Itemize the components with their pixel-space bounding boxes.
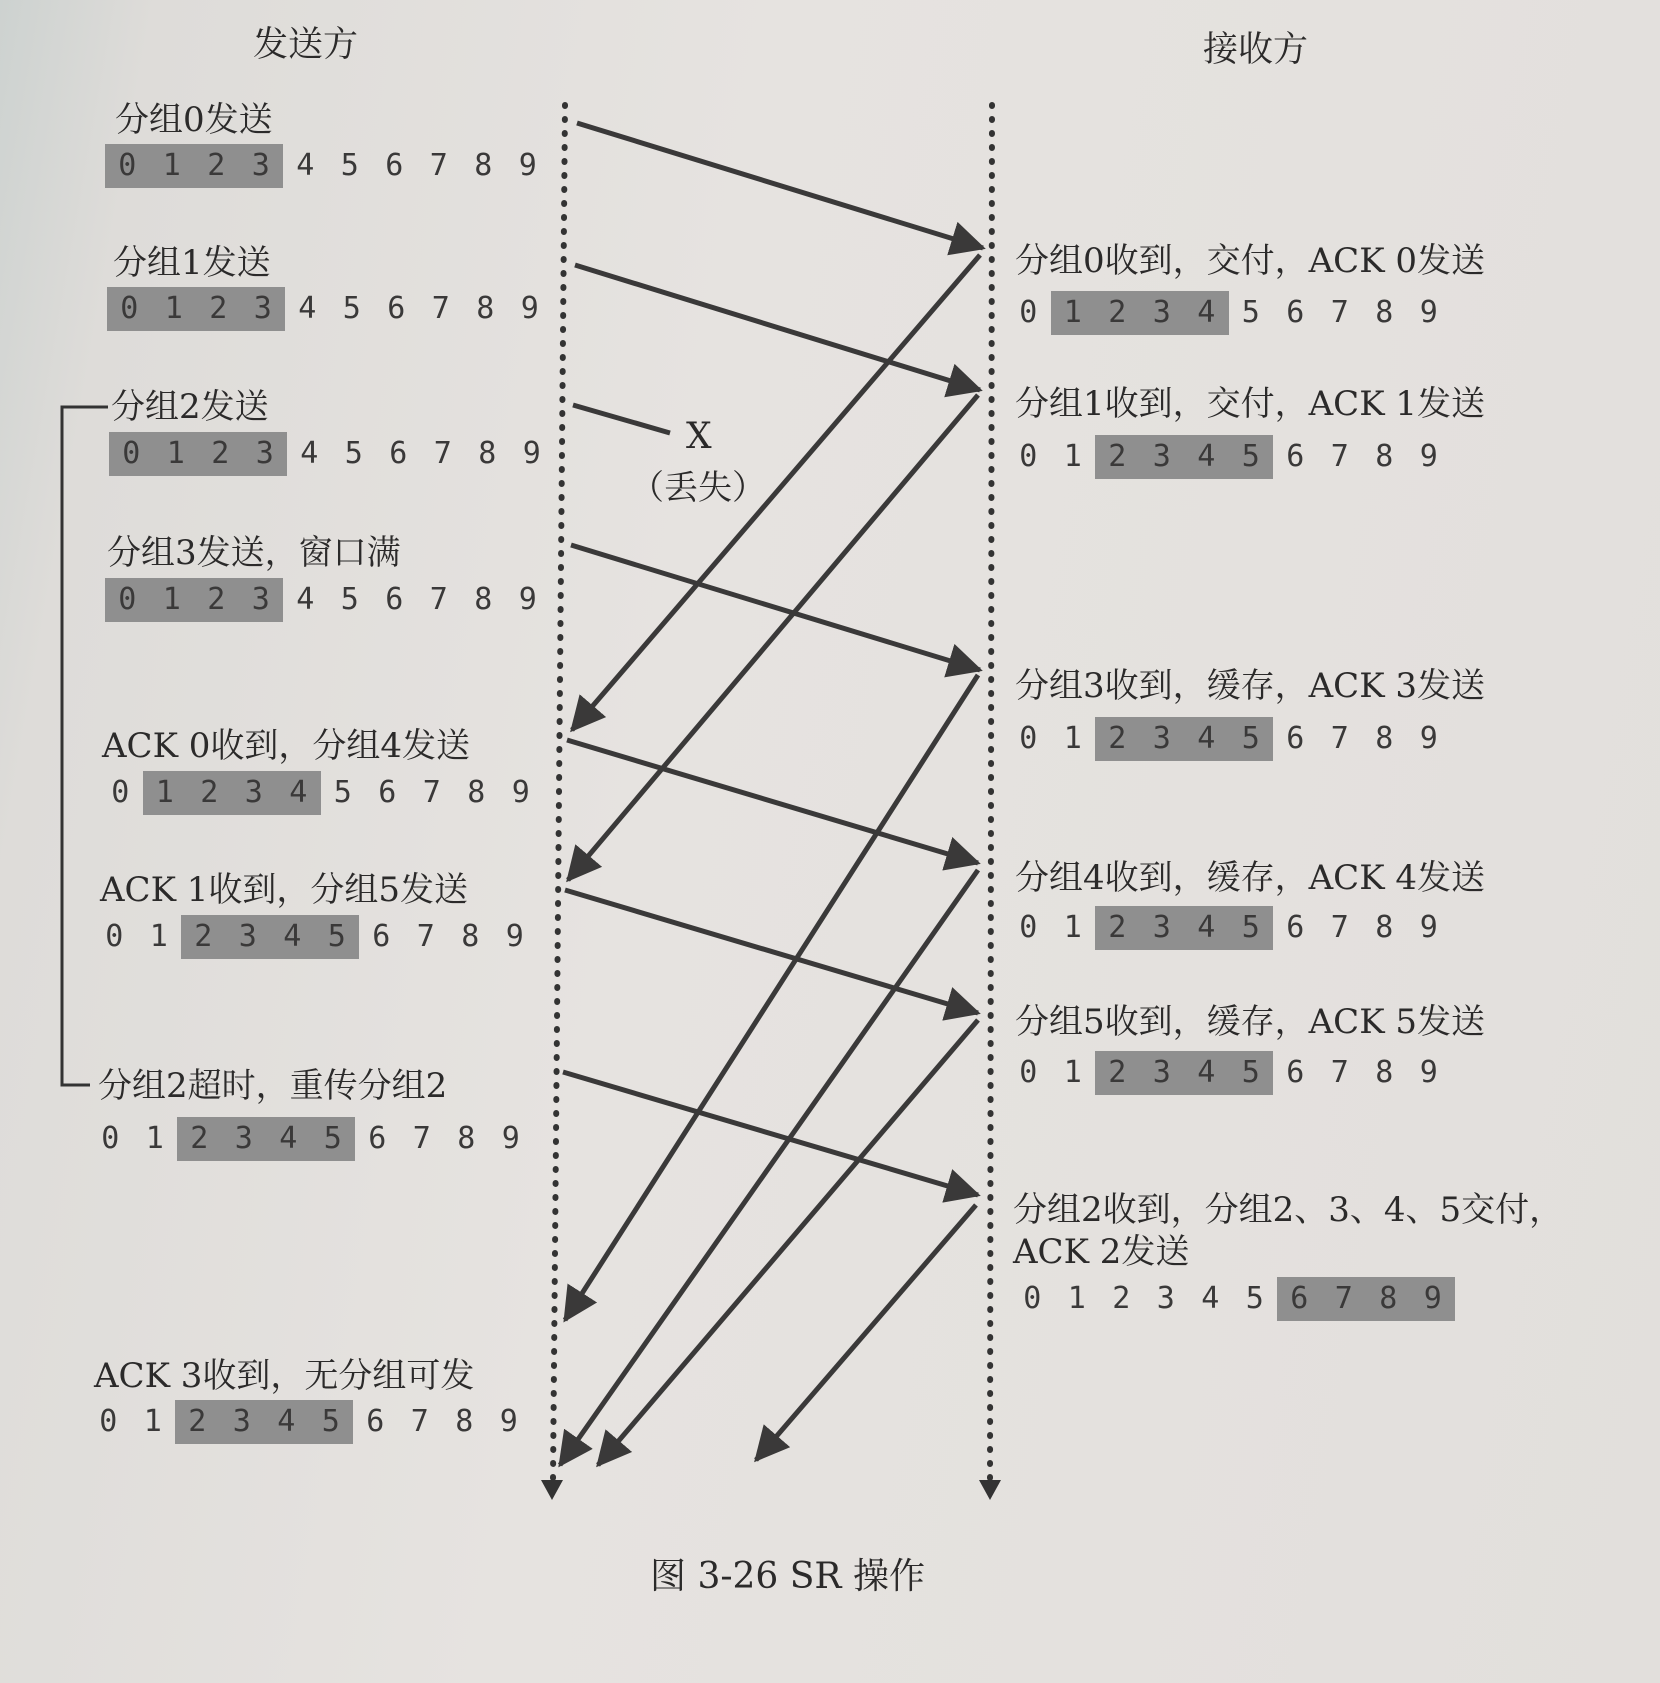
window-seq-number: 2 (177, 1117, 222, 1161)
seq-number: 6 (1286, 439, 1305, 474)
seq-number: 8 (455, 1404, 474, 1439)
sender-event-label: ACK 0收到，分组4发送 (102, 726, 471, 766)
seq-number: 9 (1419, 910, 1438, 945)
window-seq-number: 1 (150, 144, 195, 188)
sender-event-label: 分组0发送 (115, 100, 273, 140)
seq-number: 8 (474, 582, 493, 617)
seq-number: 1 (1063, 910, 1082, 945)
window-seq-number: 7 (1322, 1277, 1367, 1321)
window-seq-number: 3 (226, 915, 271, 959)
seq-number: 0 (1019, 721, 1038, 756)
seq-number: 7 (416, 919, 435, 954)
window-seq-number: 2 (1095, 906, 1140, 950)
seq-number: 7 (412, 1121, 431, 1156)
receiver-event-label-line2: ACK 2发送 (1013, 1232, 1190, 1272)
lost-x-mark: X (686, 416, 712, 457)
window-seq-number: 3 (1140, 906, 1185, 950)
seq-number: 7 (1330, 721, 1349, 756)
seq-number: 4 (298, 291, 317, 326)
window-seq-number: 2 (1095, 291, 1140, 335)
window-seq-number: 3 (232, 771, 277, 815)
seq-number: 0 (101, 1121, 120, 1156)
sender-window (86, 1400, 531, 1444)
seq-number: 9 (522, 436, 541, 471)
seq-number: 1 (1063, 439, 1082, 474)
window-seq-number: 3 (241, 287, 286, 331)
seq-number: 0 (1019, 295, 1038, 330)
sender-title: 发送方 (253, 25, 359, 65)
packet-0-arrow (577, 123, 983, 248)
window-seq-number: 4 (266, 1117, 311, 1161)
seq-number: 8 (461, 919, 480, 954)
receiver-event-label: 分组4收到，缓存，ACK 4发送 (1015, 858, 1486, 898)
window-seq-number: 6 (1277, 1277, 1322, 1321)
seq-number: 7 (422, 775, 441, 810)
seq-number: 8 (1375, 1055, 1394, 1090)
seq-number: 6 (1286, 721, 1305, 756)
seq-number: 5 (1245, 1281, 1264, 1316)
window-seq-number: 5 (1229, 717, 1274, 761)
seq-number: 9 (1419, 1055, 1438, 1090)
seq-number: 6 (389, 436, 408, 471)
seq-number: 7 (433, 436, 452, 471)
window-seq-number: 8 (1366, 1277, 1411, 1321)
seq-number: 1 (1067, 1281, 1086, 1316)
sender-timeline-arrow-icon (541, 1480, 563, 1500)
seq-number: 7 (431, 291, 450, 326)
sender-window (92, 915, 537, 959)
figure-caption: 图 3-26 SR 操作 (650, 1556, 925, 1597)
seq-number: 0 (111, 775, 130, 810)
window-seq-number: 1 (143, 771, 188, 815)
window-seq-number: 4 (1184, 291, 1229, 335)
lost-label: （丢失） (630, 468, 766, 508)
seq-number: 5 (344, 436, 363, 471)
seq-number: 4 (296, 148, 315, 183)
window-seq-number: 2 (194, 144, 239, 188)
seq-number: 6 (1286, 1055, 1305, 1090)
window-seq-number: 4 (264, 1400, 309, 1444)
seq-number: 5 (340, 582, 359, 617)
ack-3-arrow (565, 675, 978, 1320)
seq-number: 9 (520, 291, 539, 326)
seq-number: 8 (457, 1121, 476, 1156)
window-seq-number: 0 (105, 578, 150, 622)
receiver-event-label: 分组0收到，交付，ACK 0发送 (1015, 241, 1486, 281)
window-seq-number: 5 (1229, 1051, 1274, 1095)
seq-number: 9 (501, 1121, 520, 1156)
window-seq-number: 3 (1140, 1051, 1185, 1095)
window-seq-number: 2 (175, 1400, 220, 1444)
seq-number: 0 (105, 919, 124, 954)
receiver-window (1006, 291, 1451, 335)
receiver-event-label: 分组5收到，缓存，ACK 5发送 (1015, 1002, 1486, 1042)
seq-number: 6 (1286, 910, 1305, 945)
seq-number: 0 (99, 1404, 118, 1439)
seq-number: 4 (300, 436, 319, 471)
receiver-title: 接收方 (1203, 30, 1309, 70)
sender-timeline (553, 105, 565, 1480)
receiver-window (1006, 435, 1451, 479)
seq-number: 8 (474, 148, 493, 183)
window-seq-number: 0 (105, 144, 150, 188)
sender-event-label: 分组2超时，重传分组2 (98, 1066, 448, 1106)
seq-number: 7 (410, 1404, 429, 1439)
receiver-window (1006, 717, 1451, 761)
window-seq-number: 3 (239, 144, 284, 188)
window-seq-number: 4 (1184, 906, 1229, 950)
window-seq-number: 3 (1140, 717, 1185, 761)
seq-number: 7 (1330, 295, 1349, 330)
seq-number: 2 (1112, 1281, 1131, 1316)
sender-window (107, 287, 552, 331)
window-seq-number: 5 (309, 1400, 354, 1444)
receiver-event-label: 分组3收到，缓存，ACK 3发送 (1015, 666, 1486, 706)
seq-number: 7 (429, 582, 448, 617)
seq-number: 1 (149, 919, 168, 954)
seq-number: 8 (476, 291, 495, 326)
window-seq-number: 1 (1051, 291, 1096, 335)
seq-number: 5 (333, 775, 352, 810)
window-seq-number: 2 (198, 432, 243, 476)
sender-window (98, 771, 543, 815)
seq-number: 6 (385, 148, 404, 183)
window-seq-number: 2 (194, 578, 239, 622)
seq-number: 9 (1419, 721, 1438, 756)
seq-number: 8 (478, 436, 497, 471)
seq-number: 0 (1019, 439, 1038, 474)
seq-number: 7 (1330, 910, 1349, 945)
seq-number: 4 (296, 582, 315, 617)
seq-number: 6 (385, 582, 404, 617)
seq-number: 0 (1019, 1055, 1038, 1090)
window-seq-number: 2 (187, 771, 232, 815)
seq-number: 6 (1286, 295, 1305, 330)
window-seq-number: 1 (150, 578, 195, 622)
ack-4-arrow (560, 870, 978, 1465)
seq-number: 9 (511, 775, 530, 810)
seq-number: 9 (1419, 295, 1438, 330)
seq-number: 6 (372, 919, 391, 954)
seq-number: 8 (1375, 721, 1394, 756)
seq-number: 3 (1156, 1281, 1175, 1316)
sender-window (88, 1117, 533, 1161)
sender-event-label: ACK 1收到，分组5发送 (100, 870, 469, 910)
packet-4-arrow (567, 740, 978, 863)
window-seq-number: 2 (181, 915, 226, 959)
window-seq-number: 4 (1184, 435, 1229, 479)
receiver-window (1006, 1051, 1451, 1095)
seq-number: 9 (1419, 439, 1438, 474)
window-seq-number: 2 (1095, 435, 1140, 479)
seq-number: 5 (340, 148, 359, 183)
window-seq-number: 5 (1229, 435, 1274, 479)
window-seq-number: 0 (107, 287, 152, 331)
seq-number: 1 (1063, 721, 1082, 756)
window-seq-number: 2 (1095, 1051, 1140, 1095)
receiver-window (1006, 906, 1451, 950)
seq-number: 1 (143, 1404, 162, 1439)
window-seq-number: 1 (152, 287, 197, 331)
window-seq-number: 4 (1184, 1051, 1229, 1095)
seq-number: 5 (342, 291, 361, 326)
sender-event-label: 分组1发送 (113, 243, 271, 283)
sender-window (105, 144, 550, 188)
window-seq-number: 5 (315, 915, 360, 959)
ack-5-arrow (598, 1020, 978, 1465)
seq-number: 8 (1375, 910, 1394, 945)
sender-event-label: ACK 3收到，无分组可发 (94, 1356, 475, 1396)
seq-number: 6 (366, 1404, 385, 1439)
sender-window (109, 432, 554, 476)
seq-number: 4 (1201, 1281, 1220, 1316)
seq-number: 6 (387, 291, 406, 326)
window-seq-number: 3 (243, 432, 288, 476)
receiver-timeline (990, 105, 992, 1480)
window-seq-number: 4 (276, 771, 321, 815)
window-seq-number: 1 (154, 432, 199, 476)
seq-number: 7 (1330, 1055, 1349, 1090)
window-seq-number: 3 (1140, 435, 1185, 479)
window-seq-number: 9 (1411, 1277, 1456, 1321)
seq-number: 5 (1241, 295, 1260, 330)
window-seq-number: 3 (222, 1117, 267, 1161)
seq-number: 8 (467, 775, 486, 810)
sender-event-label: 分组3发送，窗口满 (107, 533, 401, 573)
sender-event-label: 分组2发送 (111, 387, 269, 427)
window-seq-number: 0 (109, 432, 154, 476)
seq-number: 6 (368, 1121, 387, 1156)
seq-number: 9 (499, 1404, 518, 1439)
window-seq-number: 4 (270, 915, 315, 959)
seq-number: 0 (1019, 910, 1038, 945)
receiver-event-label: 分组2收到，分组2、3、4、5交付， (1013, 1190, 1564, 1230)
sender-window (105, 578, 550, 622)
window-seq-number: 5 (311, 1117, 356, 1161)
receiver-window (1010, 1277, 1455, 1321)
window-seq-number: 2 (196, 287, 241, 331)
seq-number: 6 (378, 775, 397, 810)
window-seq-number: 3 (1140, 291, 1185, 335)
seq-number: 1 (145, 1121, 164, 1156)
seq-number: 8 (1375, 439, 1394, 474)
seq-number: 0 (1023, 1281, 1042, 1316)
window-seq-number: 5 (1229, 906, 1274, 950)
window-seq-number: 2 (1095, 717, 1140, 761)
receiver-event-label: 分组1收到，交付，ACK 1发送 (1015, 384, 1486, 424)
packet-3-arrow (571, 545, 980, 670)
seq-number: 9 (518, 148, 537, 183)
window-seq-number: 3 (220, 1400, 265, 1444)
seq-number: 1 (1063, 1055, 1082, 1090)
seq-number: 9 (518, 582, 537, 617)
window-seq-number: 4 (1184, 717, 1229, 761)
seq-number: 8 (1375, 295, 1394, 330)
seq-number: 7 (1330, 439, 1349, 474)
seq-number: 9 (505, 919, 524, 954)
receiver-timeline-arrow-icon (979, 1480, 1001, 1500)
packet-2-lost-line (573, 405, 670, 433)
seq-number: 7 (429, 148, 448, 183)
window-seq-number: 3 (239, 578, 284, 622)
